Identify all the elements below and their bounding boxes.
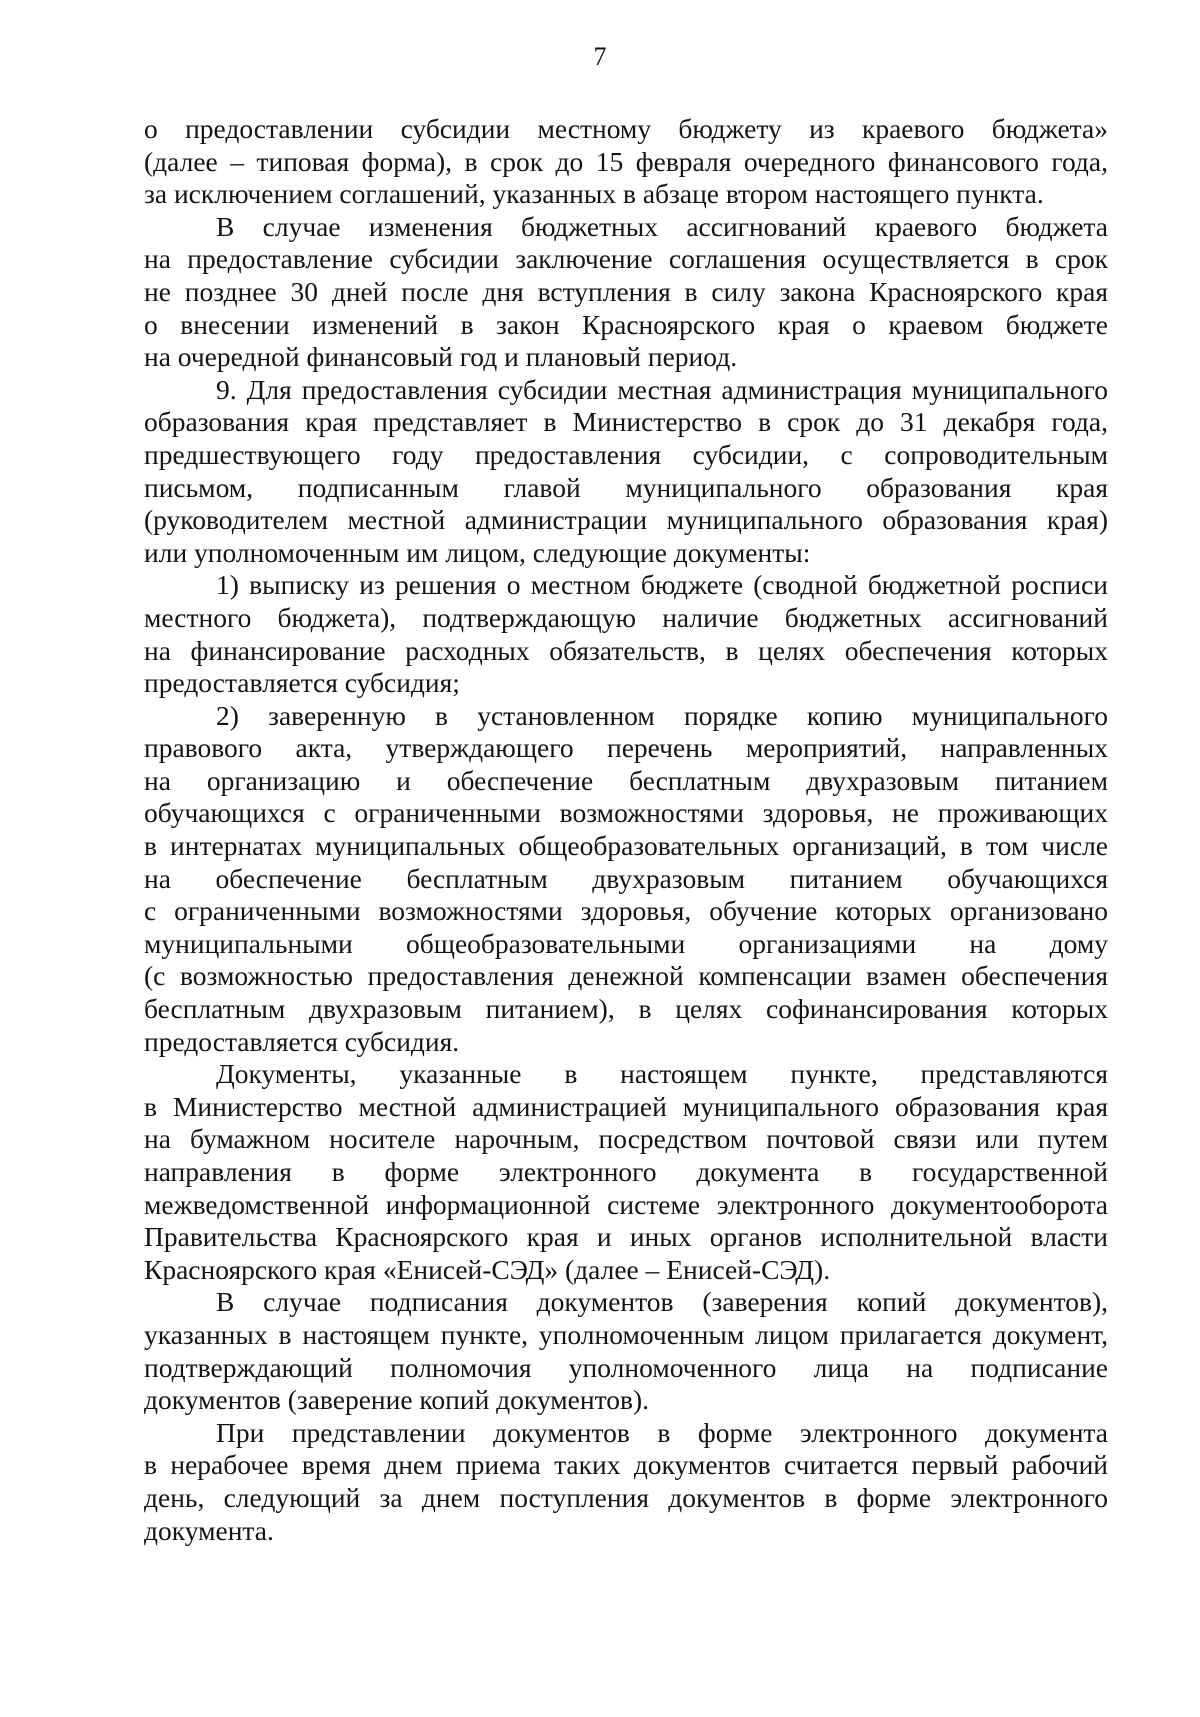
text-line: день, следующий за днем поступления документов в форме электронного <box>144 1481 1108 1513</box>
text-line: предшествующего году предоставления субсидии, с сопроводительным <box>144 438 1108 470</box>
text-line: подтверждающий полномочия уполномоченного лица на подписание <box>144 1351 1108 1383</box>
text-line: направления в форме электронного документа в государственной <box>144 1156 1108 1187</box>
text-line: При представлении документов в форме электронного документа <box>216 1416 1108 1448</box>
text-line: на очередной финансовый год и плановый период. <box>144 341 738 373</box>
text-line: не позднее 30 дней после дня вступления в силу закона Красноярского края <box>144 275 1108 307</box>
text-line: межведомственной информационной системе электронного документооборота <box>144 1188 1108 1220</box>
text-line: на обеспечение бесплатным двухразовым питанием обучающихся <box>144 862 1108 894</box>
text-line: указанных в настоящем пункте, уполномоченным лицом прилагается документ, <box>144 1318 1108 1350</box>
text-line: местного бюджета), подтверждающую наличие бюджетных ассигнований <box>144 601 1108 633</box>
text-line: или уполномоченным им лицом, следующие документы: <box>144 536 811 568</box>
text-line: о предоставлении субсидии местному бюджету из краевого бюджета» <box>144 113 1108 144</box>
text-line: В случае подписания документов (заверения копий документов), <box>216 1286 1108 1318</box>
text-line: предоставляется субсидия. <box>144 1025 460 1057</box>
text-line: за исключением соглашений, указанных в абзаце втором настоящего пункта. <box>144 178 1044 210</box>
text-line: образования края представляет в Министерство в срок до 31 декабря года, <box>144 406 1108 438</box>
text-line: бесплатным двухразовым питанием), в целях софинансирования которых <box>144 993 1108 1025</box>
text-line: 2) заверенную в установленном порядке копию муниципального <box>216 699 1108 731</box>
text-line: документа. <box>144 1514 274 1546</box>
text-line: (с возможностью предоставления денежной компенсации взамен обеспечения <box>144 960 1108 992</box>
text-line: письмом, подписанным главой муниципального образования края <box>144 471 1108 503</box>
text-line: обучающихся с ограниченными возможностями здоровья, не проживающих <box>144 797 1108 829</box>
text-line: на предоставление субсидии заключение соглашения осуществляется в срок <box>144 243 1108 275</box>
text-line: в нерабочее время днем приема таких документов считается первый рабочий <box>144 1449 1108 1481</box>
text-line: Правительства Красноярского края и иных органов исполнительной власти <box>144 1221 1108 1253</box>
text-line: документов (заверение копий документов). <box>144 1384 650 1416</box>
text-line: 9. Для предоставления субсидии местная администрация муниципального <box>216 373 1108 405</box>
text-line: о внесении изменений в закон Красноярского края о краевом бюджете <box>144 308 1108 340</box>
text-line: В случае изменения бюджетных ассигнований краевого бюджета <box>216 210 1108 242</box>
text-line: Красноярского края «Енисей-СЭД» (далее – Енисей-СЭД). <box>144 1253 831 1285</box>
text-line: (руководителем местной администрации муниципального образования края) <box>144 504 1108 536</box>
document-body <box>144 113 1108 1547</box>
text-line: в интернатах муниципальных общеобразовательных организаций, в том числе <box>144 830 1108 862</box>
text-line: Документы, указанные в настоящем пункте, представляются <box>216 1058 1108 1090</box>
text-line: на финансирование расходных обязательств, в целях обеспечения которых <box>144 634 1108 666</box>
text-line: с ограниченными возможностями здоровья, обучение которых организовано <box>144 895 1108 927</box>
text-line: муниципальными общеобразовательными организациями на дому <box>144 927 1108 959</box>
text-line: правового акта, утверждающего перечень мероприятий, направленных <box>144 732 1108 764</box>
text-line: на организацию и обеспечение бесплатным двухразовым питанием <box>144 764 1108 796</box>
text-line: (далее – типовая форма), в срок до 15 февраля очередного финансового года, <box>144 145 1108 177</box>
text-line: 1) выписку из решения о местном бюджете (сводной бюджетной росписи <box>216 569 1108 601</box>
text-line: в Министерство местной администрацией муниципального образования края <box>144 1090 1108 1122</box>
text-line: на бумажном носителе нарочным, посредством почтовой связи или путем <box>144 1123 1108 1155</box>
page-number: 7 <box>593 42 607 71</box>
text-line: предоставляется субсидия; <box>144 667 460 699</box>
